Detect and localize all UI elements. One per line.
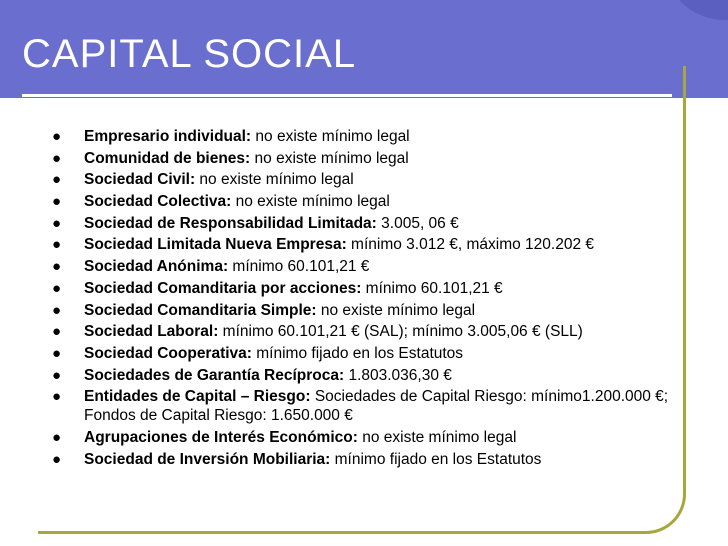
item-term: Sociedad Anónima:	[84, 258, 229, 276]
item-term: Comunidad de bienes:	[84, 149, 251, 167]
item-desc: 1.803.036,30 €	[344, 366, 452, 384]
list-item	[40, 214, 680, 233]
item-desc: no existe mínimo legal	[316, 301, 476, 319]
item-desc: no existe mínimo legal	[251, 128, 410, 145]
list-item	[40, 387, 680, 425]
item-desc: mínimo fijado en los Estatutos	[251, 344, 464, 362]
item-term: Sociedad de Responsabilidad Limitada:	[84, 214, 377, 232]
item-term: Sociedades de Garantía Recíproca:	[84, 366, 345, 384]
bullet-icon: ●	[52, 258, 62, 276]
bullet-icon: ●	[52, 388, 62, 406]
item-term: Sociedad Colectiva:	[84, 193, 232, 211]
bullet-icon: ●	[52, 279, 62, 297]
item-desc: mínimo 60.101,21 € (SAL); mínimo 3.005,06 € (SLL)	[218, 323, 583, 341]
item-term: Sociedad Limitada Nueva Empresa:	[84, 236, 347, 254]
item-desc: no existe mínimo legal	[231, 193, 390, 211]
item-desc: 3.005, 06 €	[376, 214, 459, 232]
bullet-icon: ●	[52, 128, 62, 145]
bullet-icon: ●	[52, 323, 62, 341]
item-term: Sociedad de Inversión Mobiliaria:	[84, 450, 331, 468]
item-desc: no existe mínimo legal	[357, 428, 517, 446]
item-term: Entidades de Capital – Riesgo:	[84, 388, 311, 406]
bullet-icon: ●	[52, 428, 62, 446]
item-desc: mínimo 3.012 €, máximo 120.202 €	[346, 236, 595, 254]
bullet-icon: ●	[52, 149, 62, 167]
item-term: Sociedad Cooperativa:	[84, 344, 252, 362]
item-desc: no existe mínimo legal	[195, 171, 354, 189]
item-desc: mínimo 60.101,21 €	[228, 258, 370, 276]
bullet-icon: ●	[52, 171, 62, 189]
capital-list	[40, 127, 680, 471]
item-term: Agrupaciones de Interés Económico:	[84, 428, 358, 446]
list-item	[40, 192, 680, 211]
item-term: Sociedad Laboral:	[84, 323, 219, 341]
list-item	[40, 279, 680, 298]
item-desc: mínimo fijado en los Estatutos	[330, 450, 542, 468]
slide-title: CAPITAL SOCIAL	[22, 32, 357, 76]
list-item	[40, 301, 680, 320]
list-item	[40, 149, 680, 168]
list-item	[40, 257, 680, 276]
item-desc: no existe mínimo legal	[250, 149, 409, 167]
list-item	[40, 235, 680, 254]
item-term: Sociedad Civil:	[84, 171, 196, 189]
item-term: Empresario individual:	[84, 128, 252, 145]
item-desc: mínimo 60.101,21 €	[361, 279, 503, 297]
list-item	[40, 127, 680, 146]
list-item	[40, 170, 680, 189]
list-item	[40, 428, 680, 447]
list-item	[40, 366, 680, 385]
list-item	[40, 344, 680, 363]
bullet-icon: ●	[52, 366, 62, 384]
bullet-icon: ●	[52, 450, 62, 468]
bullet-icon: ●	[52, 301, 62, 319]
list-item	[40, 322, 680, 341]
bullet-icon: ●	[52, 193, 62, 211]
item-desc: Sociedades de Capital Riesgo: mínimo1.200.000 €; Fondos de Capital Riesgo: 1.650.000 €	[84, 388, 669, 425]
bullet-icon: ●	[52, 344, 62, 362]
bullet-icon: ●	[52, 236, 62, 254]
item-term: Sociedad Comanditaria por acciones:	[84, 279, 362, 297]
bullet-icon: ●	[52, 214, 62, 232]
list-item	[40, 450, 680, 469]
item-term: Sociedad Comanditaria Simple:	[84, 301, 317, 319]
